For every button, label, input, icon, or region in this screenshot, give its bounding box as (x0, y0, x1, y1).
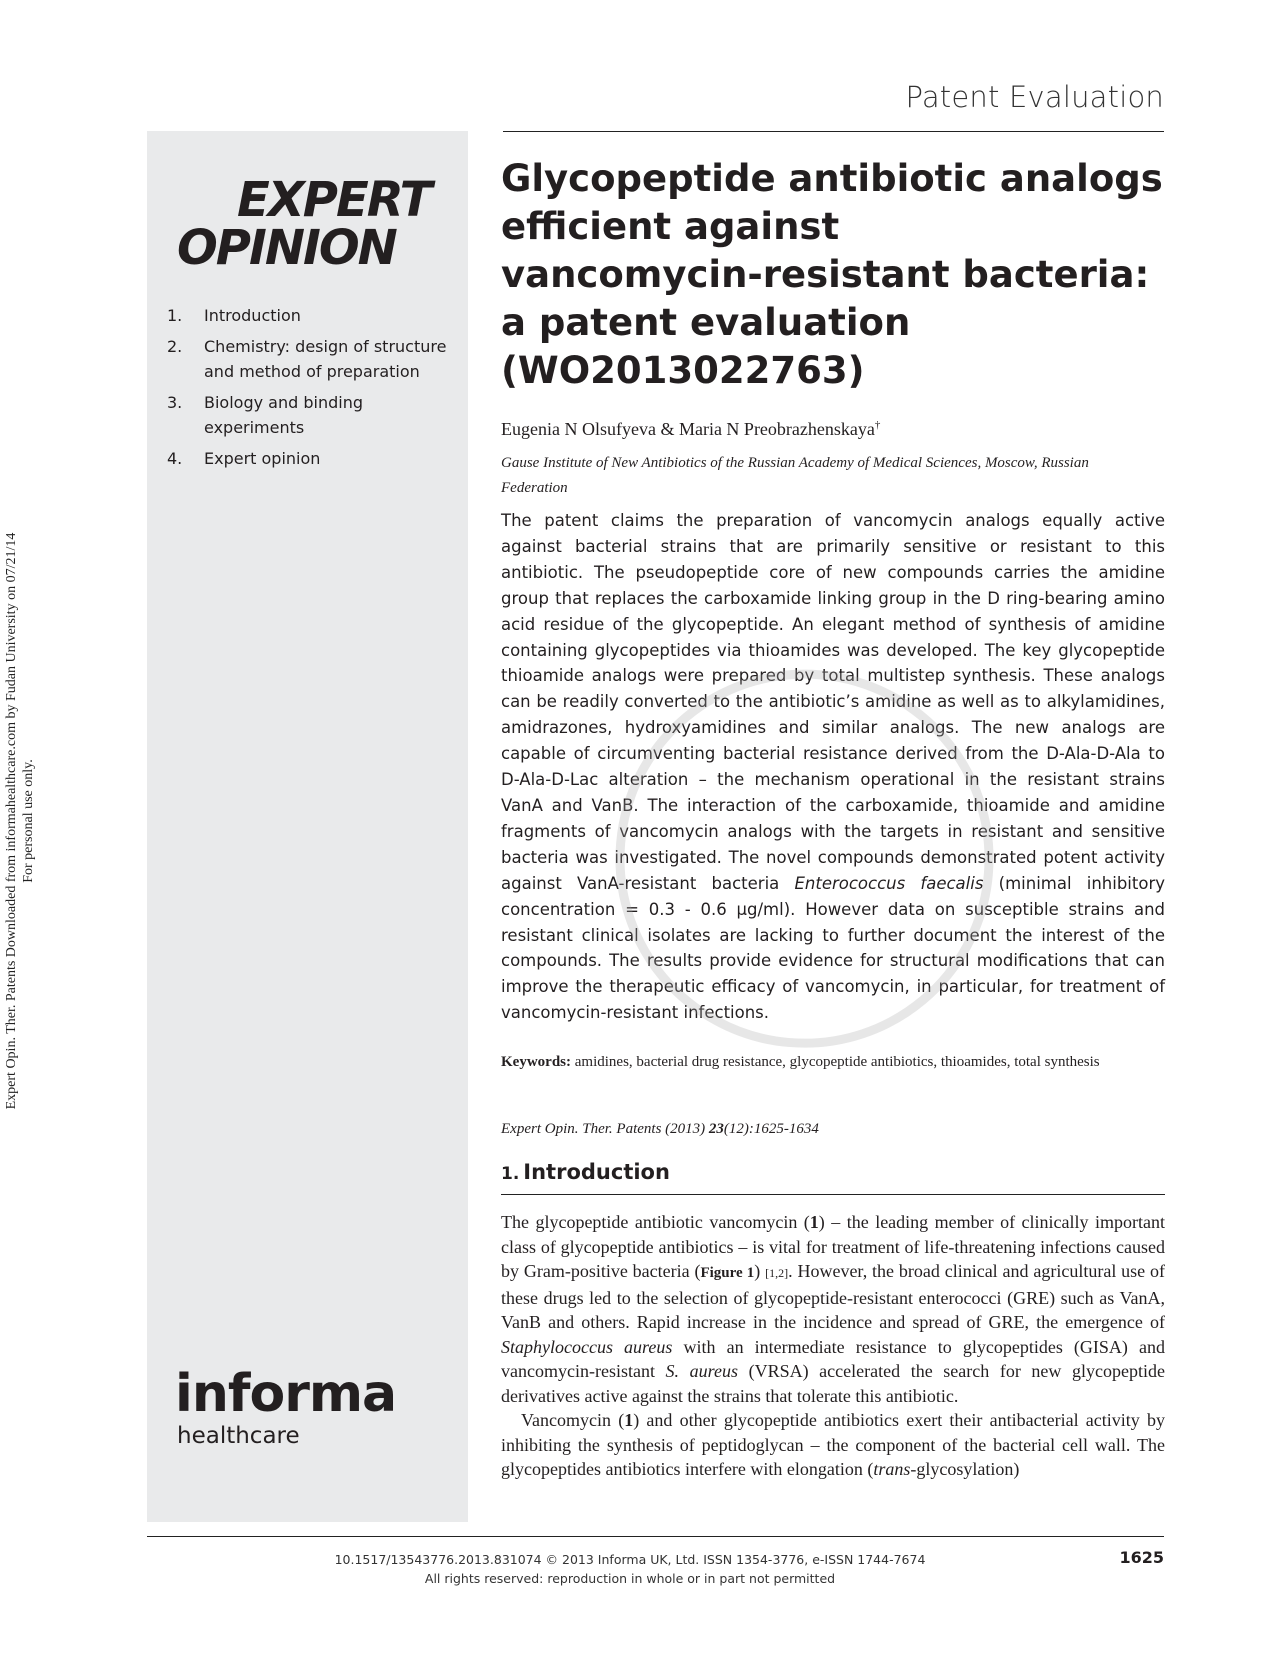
citation-reference[interactable]: [1,2] (765, 1266, 789, 1280)
page-number: 1625 (1119, 1548, 1164, 1567)
toc-item-biology[interactable]: 3. Biology and binding experiments (167, 393, 363, 437)
author-affiliation: Gause Institute of New Antibiotics of the Russian Academy of Medical Sciences, Moscow, Russian Federation (501, 455, 1089, 496)
intro-paragraph: Vancomycin (1) and other glycopeptide antibiotics exert their antibacterial activity by inhibiting the synthesis of peptidoglycan – the component of the bacterial cell wall. The glycopeptides antibiotics interfere with elongation (trans-glycosylation) (501, 1410, 1165, 1479)
article-title (501, 155, 1166, 395)
download-notice (3, 361, 43, 1281)
header-divider (503, 131, 1164, 132)
title-line: (WO2013022763) (501, 349, 865, 392)
logo-sub-text: healthcare (177, 1423, 300, 1449)
title-line: Glycopeptide antibiotic analogs (501, 157, 1163, 200)
intro-paragraph: The glycopeptide antibiotic vancomycin (1) – the leading member of clinically important class of glycopeptide antibiotics – is vital for treatment of life-threatening infections caused by Gram-positive bacteria (Figure 1) [1,2]. However, the broad clinical and agricultural use of these drugs led to the selection of glycopeptide-resistant enterococci (GRE) such as VanA, VanB and others. Rapid increase in the incidence and spread of GRE, the emergence of Staphylococcus aureus with an intermediate resistance to glycopeptides (GISA) and vancomycin-resistant S. aureus (VRSA) accelerated the search for new glycopeptide derivatives active against the strains that tolerate this antibiotic. (501, 1212, 1165, 1406)
section-label: Patent Evaluation (905, 80, 1164, 114)
section-heading-introduction: 1. Introduction (501, 1160, 670, 1184)
footer-doi-line: 10.1517/13543776.2013.831074 © 2013 Informa UK, Ltd. ISSN 1354-3776, e-ISSN 1744-7674 (334, 1552, 926, 1567)
section-divider (501, 1194, 1165, 1195)
title-line: vancomycin-resistant bacteria: (501, 253, 1150, 296)
download-notice-line2: For personal use only. (21, 759, 36, 883)
journal-citation: Expert Opin. Ther. Patents (2013) 23(12):1625-1634 (501, 1121, 819, 1137)
author-list: Eugenia N Olsufyeva & Maria N Preobrazhenskaya† (501, 419, 881, 439)
toc-item-chemistry[interactable]: 2. Chemistry: design of structure and method of preparation (167, 337, 447, 381)
keywords-label: Keywords: (501, 1054, 571, 1070)
abstract: The patent claims the preparation of vancomycin analogs equally active against bacterial strains that are primarily sensitive or resistant to this antibiotic. The pseudopeptide core of new compounds carries the amidine group that replaces the carboxamide linking group in the D ring-bearing amino acid residue of the glycopeptide. An elegant method of synthesis of amidine containing glycopeptides via thioamides was developed. The key glycopeptide thioamide analogs were prepared by total multistep synthesis. These analogs can be readily converted to the antibiotic’s amidine as well as to alkylamidines, amidrazones, hydroxyamidines and similar analogs. The new analogs are capable of circumventing bacterial resistance derived from the D-Ala-D-Ala to D-Ala-D-Lac alteration – the mechanism operational in the resistant strains VanA and VanB. The interaction of the carboxamide, thioamide and amidine fragments of vancomycin analogs with the targets in resistant and sensitive bacteria was investigated. The novel compounds demonstrated potent activity against VanA-resistant bacteria Enterococcus faecalis (minimal inhibitory concentration = 0.3 - 0.6 μg/ml). However data on susceptible strains and resistant clinical isolates are lacking to further document the interest of the compounds. The results provide evidence for structural modifications that can improve the therapeutic efficacy of vancomycin, in particular, for treatment of vancomycin-resistant infections. (501, 511, 1165, 1023)
title-line: efficient against (501, 205, 840, 248)
footer-rights-line: All rights reserved: reproduction in whole or in part not permitted (424, 1571, 836, 1586)
figure-reference[interactable]: Figure 1 (700, 1265, 755, 1281)
footer-divider (147, 1536, 1164, 1537)
sidebar (147, 131, 468, 1522)
footer-copyright (300, 1550, 960, 1588)
journal-brand (177, 172, 431, 276)
corresponding-author-mark: † (874, 419, 881, 431)
toc-item-expert-opinion[interactable]: 4. Expert opinion (167, 449, 321, 468)
title-line: a patent evaluation (501, 301, 911, 344)
introduction-body (501, 1210, 1165, 1482)
publisher-logo (175, 1366, 396, 1450)
brand-line-expert: EXPERT (237, 172, 431, 228)
table-of-contents (167, 303, 457, 477)
logo-main-text: informa (175, 1364, 397, 1424)
download-notice-line1: Expert Opin. Ther. Patents Downloaded from informahealthcare.com by Fudan University on 07/21/14 (4, 532, 19, 1110)
toc-item-introduction[interactable]: 1. Introduction (167, 306, 301, 325)
keywords: Keywords: amidines, bacterial drug resistance, glycopeptide antibiotics, thioamides, total synthesis (501, 1054, 1100, 1070)
brand-line-opinion: OPINION (177, 220, 396, 276)
